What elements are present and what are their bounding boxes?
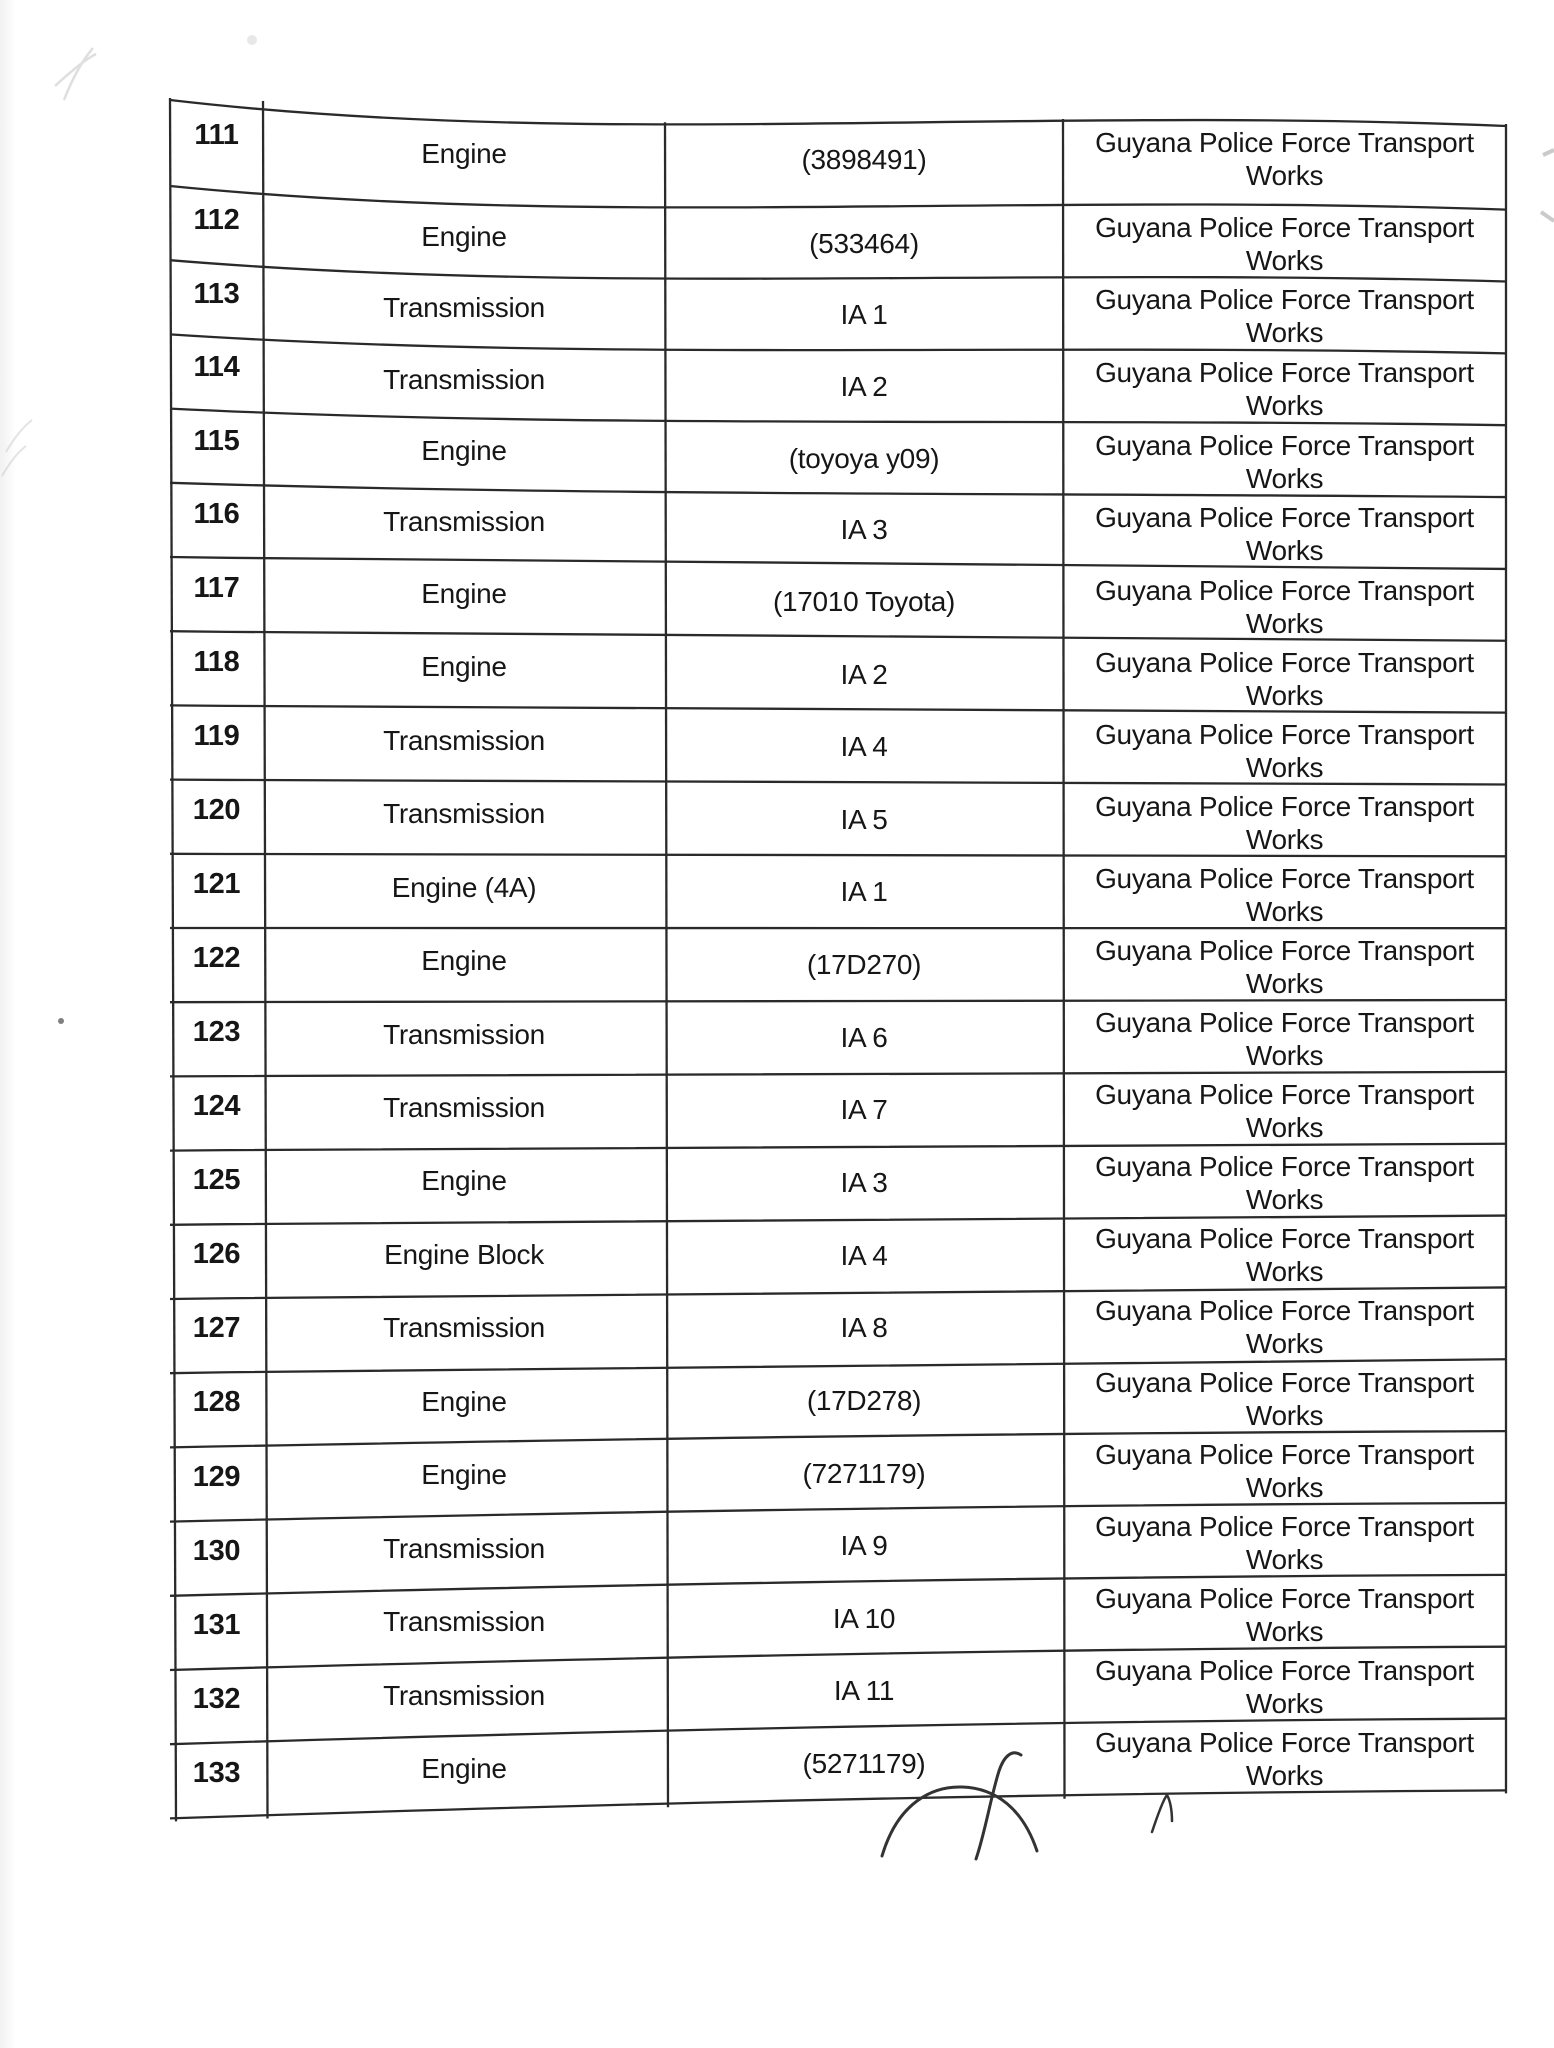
location-cell [1068,123,1501,204]
location-line-2: Works [1245,1472,1324,1504]
location-line-1: Guyana Police Force Transport [1095,1367,1474,1399]
item-type-cell: Engine [421,137,507,169]
row-no-cell: 133 [192,1756,241,1789]
row-no-cell: 129 [192,1460,241,1493]
item-type-cell: Transmission [383,292,545,324]
identification-cell: (toyoya y09) [788,442,940,474]
identification-cell: IA 2 [840,658,888,690]
identification-cell: (533464) [809,227,919,259]
location-line-2: Works [1245,1112,1324,1144]
item-type-cell: Engine [421,1165,507,1197]
item-type-cell: Transmission [383,1679,545,1711]
location-line-2: Works [1245,462,1324,494]
location-cell [1068,1435,1501,1504]
item-type-cell: Engine (4A) [391,871,537,903]
item-type-cell: Engine [421,577,507,609]
identification-cell: (17D278) [806,1384,922,1416]
item-type-cell: Transmission [383,1018,545,1050]
location-cell [1068,643,1501,712]
location-line-1: Guyana Police Force Transport [1095,1655,1474,1687]
location-line-2: Works [1245,390,1324,422]
location-line-1: Guyana Police Force Transport [1095,863,1474,895]
location-line-2: Works [1245,1184,1324,1216]
location-line-1: Guyana Police Force Transport [1095,502,1474,534]
location-line-2: Works [1245,1688,1324,1720]
item-type-cell: Transmission [383,724,545,756]
location-line-1: Guyana Police Force Transport [1095,1079,1474,1111]
location-cell [1068,1003,1501,1072]
identification-cell: IA 7 [840,1094,888,1126]
location-cell [1068,498,1501,568]
location-line-1: Guyana Police Force Transport [1095,1727,1474,1759]
location-line-1: Guyana Police Force Transport [1095,1151,1474,1183]
location-line-2: Works [1245,1544,1324,1576]
item-type-cell: Transmission [383,798,545,830]
identification-cell: IA 6 [840,1021,888,1053]
location-cell [1068,353,1501,423]
identification-cell: (5271179) [802,1748,926,1779]
row-no-cell: 122 [192,942,241,974]
location-cell [1068,1723,1501,1792]
row-no-cell: 123 [192,1016,241,1049]
location-cell [1068,1147,1501,1216]
location-line-1: Guyana Police Force Transport [1095,791,1474,823]
location-cell [1068,931,1501,1000]
location-line-1: Guyana Police Force Transport [1095,127,1474,159]
item-type-cell: Engine [421,1459,507,1491]
identification-cell: IA 2 [840,371,888,403]
row-no-cell: 116 [193,498,240,531]
item-type-cell: Transmission [383,1532,545,1564]
row-no-cell: 132 [192,1682,241,1715]
location-cell [1068,426,1501,496]
location-line-1: Guyana Police Force Transport [1095,1007,1474,1039]
identification-cell: IA 1 [840,299,888,331]
location-line-2: Works [1245,317,1324,349]
location-line-2: Works [1245,1040,1324,1072]
identification-cell: IA 3 [840,1166,888,1198]
location-line-2: Works [1245,1616,1324,1648]
location-line-2: Works [1245,1760,1324,1792]
row-no-cell: 124 [192,1090,241,1123]
identification-cell: IA 5 [840,803,888,835]
row-no-cell: 113 [193,277,240,310]
location-line-2: Works [1245,824,1324,856]
item-type-cell: Engine [421,1385,507,1417]
identification-cell: (17010 Toyota) [772,585,956,617]
location-cell [1068,1507,1501,1576]
identification-cell: IA 4 [840,1239,888,1271]
identification-cell: IA 10 [832,1602,896,1634]
location-line-2: Works [1245,608,1324,640]
location-line-1: Guyana Police Force Transport [1095,357,1474,389]
identification-cell: (3898491) [801,144,927,176]
row-no-cell: 121 [192,867,241,900]
identification-cell: (17D270) [806,949,922,981]
item-type-cell: Engine [421,651,507,683]
location-line-1: Guyana Police Force Transport [1095,1583,1474,1615]
row-no-cell: 117 [193,571,240,604]
row-no-cell: 119 [193,719,240,752]
item-type-cell: Engine Block [384,1238,544,1270]
row-no-cell: 131 [192,1608,241,1641]
location-line-2: Works [1245,535,1324,567]
location-cell [1068,1363,1501,1432]
location-line-1: Guyana Police Force Transport [1095,1295,1474,1327]
row-no-cell: 125 [192,1164,241,1197]
location-cell [1068,787,1501,856]
location-cell [1068,571,1501,640]
item-type-cell: Engine [421,220,507,252]
row-no-cell: 115 [193,424,240,457]
location-line-1: Guyana Police Force Transport [1095,1439,1474,1471]
identification-cell: IA 3 [840,514,888,546]
location-line-2: Works [1245,896,1324,928]
location-line-2: Works [1245,1256,1324,1288]
location-line-1: Guyana Police Force Transport [1095,284,1474,316]
identification-cell: IA 8 [840,1312,888,1344]
row-no-cell: 127 [192,1312,241,1345]
location-line-1: Guyana Police Force Transport [1095,211,1474,243]
item-type-cell: Transmission [383,1606,545,1638]
row-no-cell: 111 [194,118,239,151]
location-line-2: Works [1245,160,1324,192]
location-line-2: Works [1245,968,1324,1000]
identification-cell: IA 4 [840,731,888,763]
location-cell [1068,1579,1501,1648]
location-cell [1068,1291,1501,1360]
location-line-1: Guyana Police Force Transport [1095,719,1474,751]
location-cell [1068,280,1501,350]
row-no-cell: 114 [193,351,240,384]
location-line-1: Guyana Police Force Transport [1095,647,1474,679]
row-no-cell: 120 [192,793,241,826]
item-type-cell: Transmission [383,506,545,538]
identification-cell: (7271179) [802,1457,926,1489]
location-line-1: Guyana Police Force Transport [1095,1511,1474,1543]
location-line-1: Guyana Police Force Transport [1095,575,1474,607]
location-cell [1068,208,1501,278]
location-line-2: Works [1245,680,1324,712]
location-line-2: Works [1245,1328,1324,1360]
identification-cell: IA 9 [840,1530,888,1562]
location-cell [1068,1219,1501,1288]
item-type-cell: Engine [421,945,507,977]
location-cell [1068,715,1501,784]
identification-cell: IA 11 [833,1675,895,1707]
item-type-cell: Transmission [383,1312,545,1344]
item-type-cell: Transmission [383,1091,545,1123]
item-type-cell: Engine [421,434,507,466]
row-no-cell: 118 [193,645,240,678]
row-no-cell: 130 [192,1534,241,1567]
location-line-1: Guyana Police Force Transport [1095,1223,1474,1255]
row-no-cell: 128 [192,1386,241,1419]
row-no-cell: 126 [192,1238,241,1271]
location-line-2: Works [1245,244,1324,276]
location-line-1: Guyana Police Force Transport [1095,429,1474,461]
location-cell [1068,1075,1501,1144]
location-cell [1068,1651,1501,1720]
location-cell [1068,859,1501,928]
location-line-2: Works [1245,1400,1324,1432]
location-line-1: Guyana Police Force Transport [1095,935,1474,967]
item-type-cell: Transmission [383,363,545,395]
item-type-cell: Engine [421,1753,507,1785]
identification-cell: IA 1 [840,876,888,908]
location-line-2: Works [1245,752,1324,784]
row-no-cell: 112 [193,204,240,237]
